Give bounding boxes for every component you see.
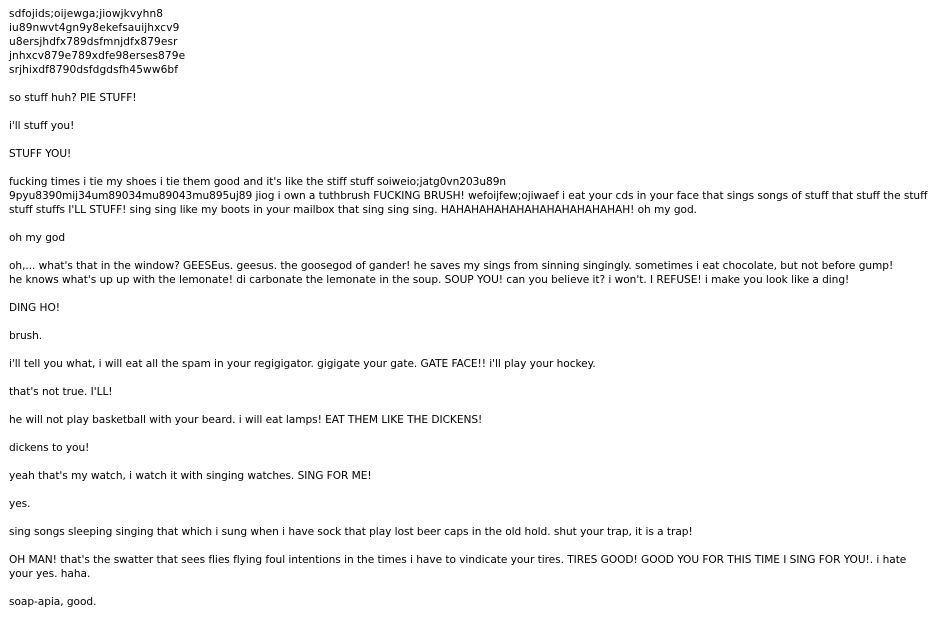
paragraph-line: fucking times i tie my shoes i tie them good and it's like the stiff stuff soiweio;jatg0vn203u89n bbox=[9, 176, 507, 188]
paragraph-line: oh my god bbox=[9, 232, 66, 244]
paragraph-line: yeah that's my watch, i watch it with singing watches. SING FOR ME! bbox=[9, 470, 372, 482]
paragraph-line: stuff stuffs I'LL STUFF! sing sing like my boots in your mailbox that sing sing sing. HAHAHAHAHAHAHAHAHAHAHAHAH! oh my god. bbox=[9, 204, 697, 216]
paragraph-line: soap-apia, good. bbox=[9, 596, 97, 608]
paragraph-line: your yes. haha. bbox=[9, 568, 91, 580]
paragraph-line: i'll stuff you! bbox=[9, 120, 75, 132]
paragraph bbox=[9, 301, 944, 315]
paragraph bbox=[9, 259, 944, 287]
paragraph bbox=[9, 147, 944, 161]
paragraph-line: so stuff huh? PIE STUFF! bbox=[9, 92, 137, 104]
gibberish-line: srjhixdf8790dsfdgdsfh45ww6bf bbox=[9, 64, 179, 76]
paragraph bbox=[9, 91, 944, 105]
paragraph bbox=[9, 595, 944, 609]
paragraph bbox=[9, 497, 944, 511]
paragraph-line: sing songs sleeping singing that which i sung when i have sock that play lost beer caps in the old hold. shut your trap, it is a trap! bbox=[9, 526, 693, 538]
paragraph-line: brush. bbox=[9, 330, 43, 342]
paragraph bbox=[9, 329, 944, 343]
paragraph-line: DING HO! bbox=[9, 302, 60, 314]
paragraph-line: OH MAN! that's the swatter that sees flies flying foul intentions in the times i have to vindicate your tires. TIRES GOOD! GOOD YOU FOR THIS TIME I SING FOR YOU!. i hate bbox=[9, 554, 907, 566]
gibberish-block bbox=[9, 7, 944, 77]
paragraph bbox=[9, 441, 944, 455]
paragraph bbox=[9, 119, 944, 133]
gibberish-line: iu89nwvt4gn9y8ekefsauijhxcv9 bbox=[9, 22, 180, 34]
paragraph bbox=[9, 553, 944, 581]
paragraph bbox=[9, 469, 944, 483]
paragraph-line: STUFF YOU! bbox=[9, 148, 72, 160]
paragraph bbox=[9, 231, 944, 245]
gibberish-line: u8ersjhdfx789dsfmnjdfx879esr bbox=[9, 36, 178, 48]
paragraph-line: dickens to you! bbox=[9, 442, 90, 454]
paragraph-line: that's not true. I'LL! bbox=[9, 386, 113, 398]
paragraph-line: he will not play basketball with your beard. i will eat lamps! EAT THEM LIKE THE DICKENS! bbox=[9, 414, 483, 426]
paragraph-line: i'll tell you what, i will eat all the spam in your regigigator. gigigate your gate. GATE FACE!! i'll play your hockey. bbox=[9, 358, 596, 370]
paragraph bbox=[9, 385, 944, 399]
paragraph bbox=[9, 357, 944, 371]
paragraph bbox=[9, 175, 944, 217]
paragraph-line: 9pyu8390mij34um89034mu89043mu895uj89 jiog i own a tuthbrush FUCKING BRUSH! wefoijfew;ojiwaef i eat your cds in your face that sings songs of stuff that stuff the stuff bbox=[9, 190, 928, 202]
paragraph-line: oh,... what's that in the window? GEESEus. geesus. the goosegod of gander! he saves my sings from sinning singingly. sometimes i eat chocolate, but not before gump! bbox=[9, 260, 894, 272]
gibberish-line: jnhxcv879e789xdfe98erses879e bbox=[9, 50, 186, 62]
paragraph bbox=[9, 413, 944, 427]
paragraph-line: yes. bbox=[9, 498, 31, 510]
paragraph bbox=[9, 525, 944, 539]
paragraph-line: he knows what's up up with the lemonate! di carbonate the lemonate in the soup. SOUP YOU! can you believe it? i won't. I REFUSE! i make you look like a ding! bbox=[9, 274, 850, 286]
gibberish-line: sdfojids;oijewga;jiowjkvyhn8 bbox=[9, 8, 164, 20]
